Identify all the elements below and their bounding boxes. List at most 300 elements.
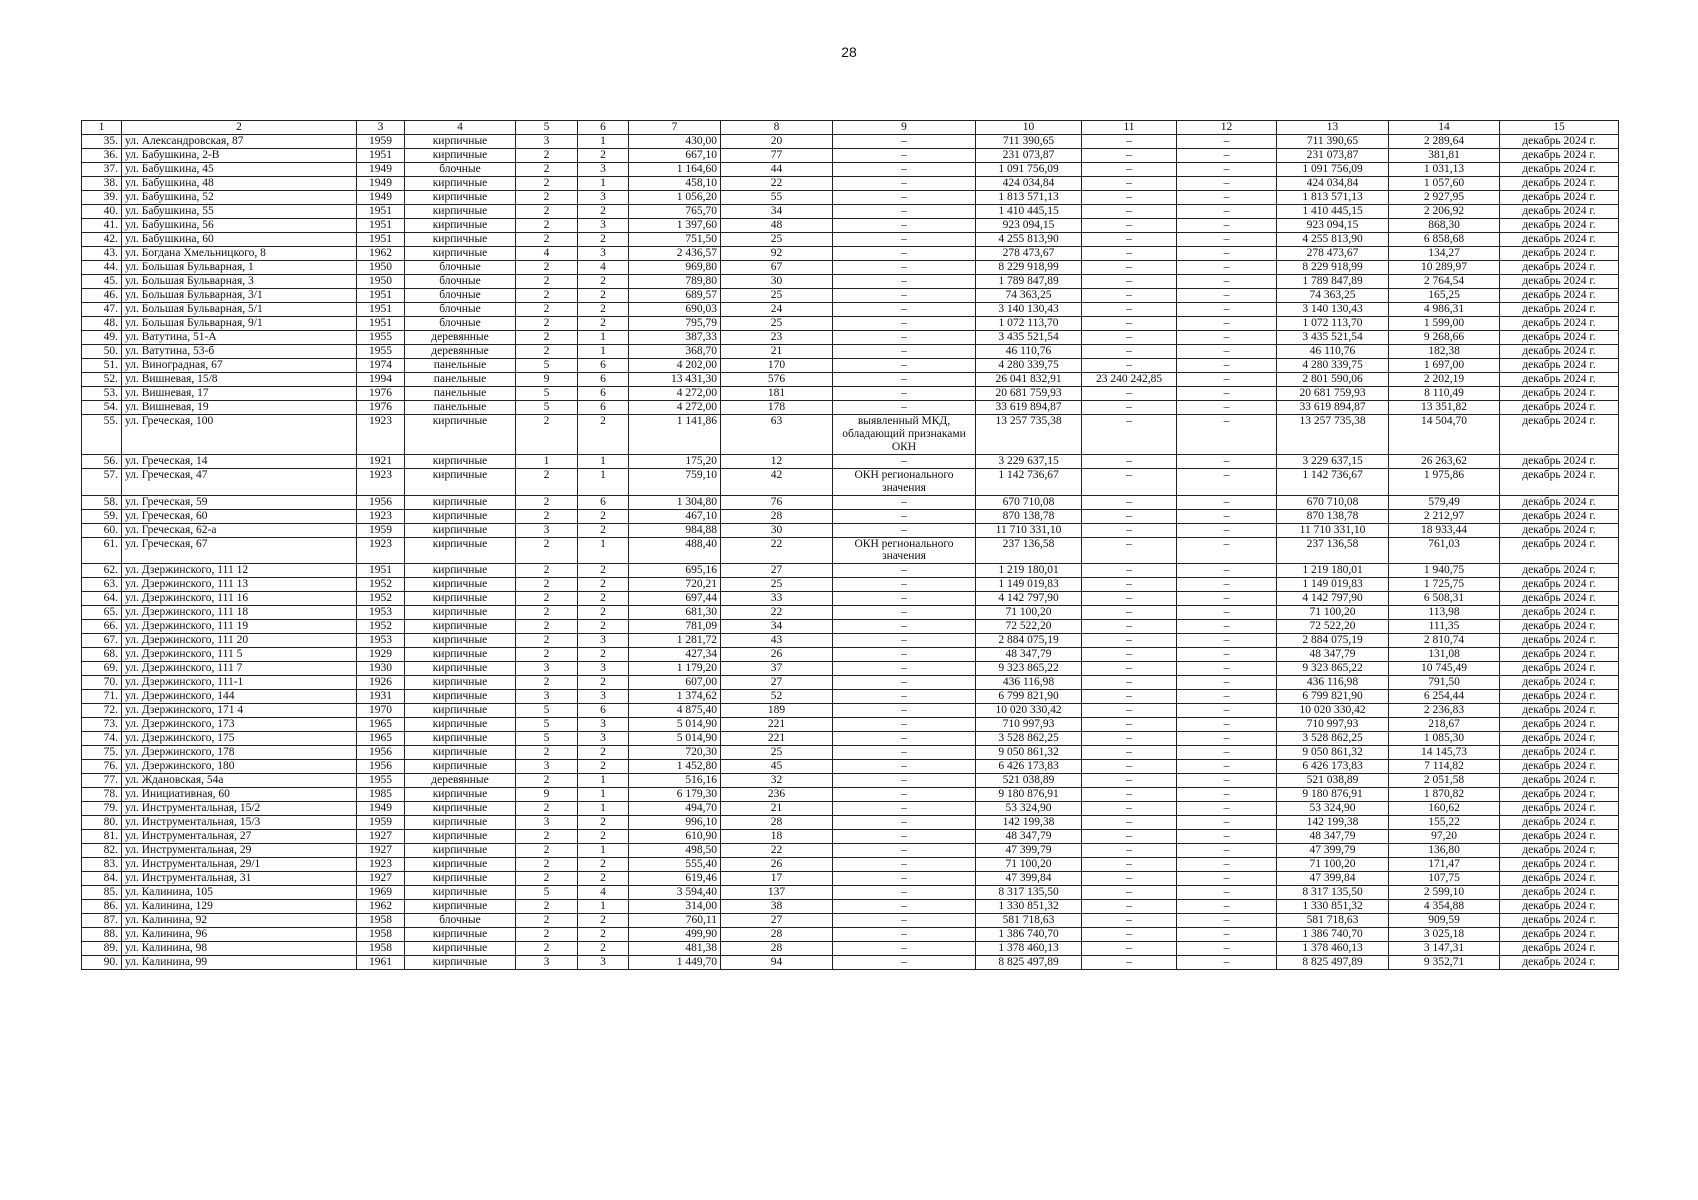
- cell-floors: 2: [516, 261, 578, 275]
- cell-address: ул. Дзержинского, 111 16: [122, 592, 357, 606]
- cell-fund-source-b: –: [1177, 830, 1277, 844]
- cell-fund-source-a: –: [1082, 454, 1177, 468]
- cell-status: –: [833, 704, 976, 718]
- cell-fund-source-a: –: [1082, 620, 1177, 634]
- cell-deadline: декабрь 2024 г.: [1500, 732, 1619, 746]
- cell-fund-source-b: –: [1177, 942, 1277, 956]
- cell-residents: 38: [721, 900, 833, 914]
- cell-floors: 2: [516, 163, 578, 177]
- cell-residents: 170: [721, 359, 833, 373]
- cell-cost-c: 8 229 918,99: [1277, 261, 1389, 275]
- cell-wall-material: кирпичные: [405, 177, 516, 191]
- cell-status: –: [833, 620, 976, 634]
- cell-area: 619,46: [629, 872, 721, 886]
- cell-fund-source-a: –: [1082, 732, 1177, 746]
- cell-status: –: [833, 648, 976, 662]
- cell-specific-cost: 160,62: [1389, 802, 1500, 816]
- column-number-1: 1: [82, 121, 122, 135]
- cell-no: 45.: [82, 275, 122, 289]
- cell-residents: 22: [721, 177, 833, 191]
- cell-address: ул. Инструментальная, 31: [122, 872, 357, 886]
- cell-address: ул. Бабушкина, 60: [122, 233, 357, 247]
- cell-year: 1951: [357, 303, 405, 317]
- cell-total-cost: 581 718,63: [976, 914, 1082, 928]
- cell-fund-source-b: –: [1177, 676, 1277, 690]
- cell-fund-source-b: –: [1177, 233, 1277, 247]
- cell-year: 1994: [357, 373, 405, 387]
- cell-residents: 20: [721, 135, 833, 149]
- cell-status: –: [833, 275, 976, 289]
- cell-address: ул. Греческая, 100: [122, 415, 357, 455]
- cell-status: выявленный МКД, обладающий признаками ОКН: [833, 415, 976, 455]
- cell-deadline: декабрь 2024 г.: [1500, 289, 1619, 303]
- cell-fund-source-a: –: [1082, 275, 1177, 289]
- cell-wall-material: кирпичные: [405, 956, 516, 970]
- cell-no: 75.: [82, 746, 122, 760]
- cell-address: ул. Греческая, 47: [122, 468, 357, 495]
- cell-total-cost: 47 399,84: [976, 872, 1082, 886]
- cell-year: 1921: [357, 454, 405, 468]
- cell-deadline: декабрь 2024 г.: [1500, 634, 1619, 648]
- cell-floors: 3: [516, 760, 578, 774]
- cell-specific-cost: 182,38: [1389, 345, 1500, 359]
- cell-year: 1923: [357, 537, 405, 564]
- cell-fund-source-a: –: [1082, 509, 1177, 523]
- cell-cost-c: 142 199,38: [1277, 816, 1389, 830]
- cell-fund-source-b: –: [1177, 914, 1277, 928]
- cell-entrances: 3: [578, 662, 629, 676]
- cell-wall-material: кирпичные: [405, 886, 516, 900]
- table-row: [82, 149, 1619, 163]
- cell-wall-material: кирпичные: [405, 219, 516, 233]
- table-row: [82, 774, 1619, 788]
- cell-deadline: декабрь 2024 г.: [1500, 844, 1619, 858]
- cell-year: 1951: [357, 149, 405, 163]
- cell-fund-source-a: –: [1082, 788, 1177, 802]
- cell-entrances: 3: [578, 732, 629, 746]
- cell-cost-c: 20 681 759,93: [1277, 387, 1389, 401]
- cell-fund-source-a: –: [1082, 247, 1177, 261]
- cell-residents: 43: [721, 634, 833, 648]
- cell-entrances: 6: [578, 373, 629, 387]
- table-row: [82, 760, 1619, 774]
- table-row: [82, 648, 1619, 662]
- cell-entrances: 2: [578, 942, 629, 956]
- cell-floors: 5: [516, 387, 578, 401]
- cell-cost-c: 1 378 460,13: [1277, 942, 1389, 956]
- cell-fund-source-a: –: [1082, 523, 1177, 537]
- cell-wall-material: панельные: [405, 373, 516, 387]
- cell-area: 720,21: [629, 578, 721, 592]
- table-row: [82, 634, 1619, 648]
- cell-cost-c: 9 180 876,91: [1277, 788, 1389, 802]
- cell-deadline: декабрь 2024 г.: [1500, 359, 1619, 373]
- cell-no: 48.: [82, 317, 122, 331]
- cell-area: 1 179,20: [629, 662, 721, 676]
- cell-floors: 2: [516, 592, 578, 606]
- cell-wall-material: кирпичные: [405, 564, 516, 578]
- cell-total-cost: 237 136,58: [976, 537, 1082, 564]
- cell-fund-source-b: –: [1177, 359, 1277, 373]
- table-row: [82, 345, 1619, 359]
- cell-fund-source-a: –: [1082, 331, 1177, 345]
- table-row: [82, 205, 1619, 219]
- cell-cost-c: 3 140 130,43: [1277, 303, 1389, 317]
- cell-residents: 55: [721, 191, 833, 205]
- cell-status: –: [833, 578, 976, 592]
- cell-status: –: [833, 858, 976, 872]
- cell-specific-cost: 1 975,86: [1389, 468, 1500, 495]
- cell-floors: 2: [516, 606, 578, 620]
- cell-year: 1949: [357, 163, 405, 177]
- cell-area: 1 449,70: [629, 956, 721, 970]
- cell-area: 720,30: [629, 746, 721, 760]
- cell-residents: 22: [721, 606, 833, 620]
- cell-entrances: 6: [578, 401, 629, 415]
- cell-status: –: [833, 205, 976, 219]
- cell-no: 69.: [82, 662, 122, 676]
- cell-cost-c: 71 100,20: [1277, 858, 1389, 872]
- cell-wall-material: кирпичные: [405, 704, 516, 718]
- cell-fund-source-a: –: [1082, 858, 1177, 872]
- table-row: [82, 261, 1619, 275]
- cell-cost-c: 3 229 637,15: [1277, 454, 1389, 468]
- cell-fund-source-a: –: [1082, 606, 1177, 620]
- cell-area: 6 179,30: [629, 788, 721, 802]
- cell-year: 1951: [357, 219, 405, 233]
- cell-wall-material: кирпичные: [405, 592, 516, 606]
- cell-cost-c: 3 435 521,54: [1277, 331, 1389, 345]
- column-number-12: 12: [1177, 121, 1277, 135]
- cell-no: 36.: [82, 149, 122, 163]
- cell-residents: 45: [721, 760, 833, 774]
- cell-address: ул. Дзержинского, 111 7: [122, 662, 357, 676]
- cell-year: 1949: [357, 177, 405, 191]
- cell-cost-c: 3 528 862,25: [1277, 732, 1389, 746]
- cell-deadline: декабрь 2024 г.: [1500, 401, 1619, 415]
- cell-wall-material: панельные: [405, 359, 516, 373]
- cell-total-cost: 870 138,78: [976, 509, 1082, 523]
- cell-total-cost: 1 142 736,67: [976, 468, 1082, 495]
- cell-area: 1 141,86: [629, 415, 721, 455]
- cell-area: 969,80: [629, 261, 721, 275]
- column-number-13: 13: [1277, 121, 1389, 135]
- cell-entrances: 3: [578, 219, 629, 233]
- cell-fund-source-a: –: [1082, 760, 1177, 774]
- cell-total-cost: 278 473,67: [976, 247, 1082, 261]
- cell-floors: 5: [516, 704, 578, 718]
- registry-table: [81, 120, 1619, 970]
- cell-status: –: [833, 401, 976, 415]
- cell-fund-source-b: –: [1177, 704, 1277, 718]
- cell-floors: 2: [516, 676, 578, 690]
- cell-wall-material: кирпичные: [405, 191, 516, 205]
- cell-fund-source-b: –: [1177, 844, 1277, 858]
- cell-address: ул. Греческая, 60: [122, 509, 357, 523]
- cell-status: –: [833, 345, 976, 359]
- cell-fund-source-a: –: [1082, 830, 1177, 844]
- table-row: [82, 509, 1619, 523]
- cell-no: 54.: [82, 401, 122, 415]
- cell-entrances: 2: [578, 564, 629, 578]
- cell-entrances: 2: [578, 509, 629, 523]
- cell-floors: 2: [516, 620, 578, 634]
- cell-cost-c: 10 020 330,42: [1277, 704, 1389, 718]
- cell-area: 499,90: [629, 928, 721, 942]
- cell-specific-cost: 791,50: [1389, 676, 1500, 690]
- cell-address: ул. Большая Бульварная, 1: [122, 261, 357, 275]
- cell-address: ул. Инструментальная, 15/3: [122, 816, 357, 830]
- cell-floors: 2: [516, 275, 578, 289]
- cell-status: –: [833, 359, 976, 373]
- cell-floors: 2: [516, 564, 578, 578]
- cell-total-cost: 710 997,93: [976, 718, 1082, 732]
- table-row: [82, 900, 1619, 914]
- cell-entrances: 2: [578, 523, 629, 537]
- cell-total-cost: 20 681 759,93: [976, 387, 1082, 401]
- cell-wall-material: кирпичные: [405, 523, 516, 537]
- column-number-4: 4: [405, 121, 516, 135]
- cell-status: –: [833, 718, 976, 732]
- cell-address: ул. Калинина, 96: [122, 928, 357, 942]
- cell-fund-source-b: –: [1177, 345, 1277, 359]
- cell-total-cost: 711 390,65: [976, 135, 1082, 149]
- cell-floors: 2: [516, 802, 578, 816]
- cell-floors: 2: [516, 942, 578, 956]
- cell-cost-c: 4 142 797,90: [1277, 592, 1389, 606]
- cell-cost-c: 53 324,90: [1277, 802, 1389, 816]
- cell-no: 53.: [82, 387, 122, 401]
- cell-fund-source-b: –: [1177, 387, 1277, 401]
- cell-specific-cost: 2 051,58: [1389, 774, 1500, 788]
- cell-residents: 236: [721, 788, 833, 802]
- cell-address: ул. Дзержинского, 144: [122, 690, 357, 704]
- table-row: [82, 704, 1619, 718]
- cell-total-cost: 10 020 330,42: [976, 704, 1082, 718]
- cell-entrances: 2: [578, 275, 629, 289]
- cell-residents: 17: [721, 872, 833, 886]
- table-row: [82, 373, 1619, 387]
- cell-cost-c: 1 410 445,15: [1277, 205, 1389, 219]
- cell-wall-material: кирпичные: [405, 247, 516, 261]
- cell-fund-source-a: –: [1082, 401, 1177, 415]
- cell-residents: 67: [721, 261, 833, 275]
- table-row: [82, 359, 1619, 373]
- cell-specific-cost: 9 352,71: [1389, 956, 1500, 970]
- cell-year: 1955: [357, 774, 405, 788]
- cell-area: 4 875,40: [629, 704, 721, 718]
- cell-cost-c: 870 138,78: [1277, 509, 1389, 523]
- cell-cost-c: 1 149 019,83: [1277, 578, 1389, 592]
- cell-total-cost: 2 884 075,19: [976, 634, 1082, 648]
- cell-no: 86.: [82, 900, 122, 914]
- cell-status: –: [833, 135, 976, 149]
- cell-residents: 26: [721, 648, 833, 662]
- cell-no: 70.: [82, 676, 122, 690]
- cell-total-cost: 1 072 113,70: [976, 317, 1082, 331]
- cell-fund-source-b: –: [1177, 816, 1277, 830]
- cell-total-cost: 3 140 130,43: [976, 303, 1082, 317]
- table-row: [82, 732, 1619, 746]
- cell-address: ул. Вишневая, 15/8: [122, 373, 357, 387]
- cell-wall-material: блочные: [405, 317, 516, 331]
- cell-floors: 2: [516, 149, 578, 163]
- cell-deadline: декабрь 2024 г.: [1500, 704, 1619, 718]
- cell-specific-cost: 26 263,62: [1389, 454, 1500, 468]
- cell-fund-source-b: –: [1177, 149, 1277, 163]
- cell-fund-source-a: –: [1082, 872, 1177, 886]
- cell-residents: 181: [721, 387, 833, 401]
- cell-no: 47.: [82, 303, 122, 317]
- cell-year: 1953: [357, 606, 405, 620]
- cell-deadline: декабрь 2024 г.: [1500, 495, 1619, 509]
- cell-no: 82.: [82, 844, 122, 858]
- table-row: [82, 191, 1619, 205]
- cell-wall-material: кирпичные: [405, 233, 516, 247]
- cell-wall-material: деревянные: [405, 774, 516, 788]
- cell-total-cost: 3 435 521,54: [976, 331, 1082, 345]
- cell-specific-cost: 2 764,54: [1389, 275, 1500, 289]
- cell-status: –: [833, 788, 976, 802]
- cell-address: ул. Дзержинского, 111 12: [122, 564, 357, 578]
- cell-specific-cost: 2 289,64: [1389, 135, 1500, 149]
- cell-total-cost: 1 813 571,13: [976, 191, 1082, 205]
- page-number: 28: [841, 44, 857, 60]
- cell-status: –: [833, 191, 976, 205]
- cell-year: 1923: [357, 509, 405, 523]
- cell-cost-c: 74 363,25: [1277, 289, 1389, 303]
- cell-deadline: декабрь 2024 г.: [1500, 830, 1619, 844]
- cell-deadline: декабрь 2024 г.: [1500, 858, 1619, 872]
- cell-entrances: 1: [578, 844, 629, 858]
- cell-entrances: 1: [578, 468, 629, 495]
- cell-fund-source-a: –: [1082, 662, 1177, 676]
- cell-residents: 28: [721, 509, 833, 523]
- cell-residents: 25: [721, 317, 833, 331]
- cell-address: ул. Греческая, 14: [122, 454, 357, 468]
- cell-cost-c: 237 136,58: [1277, 537, 1389, 564]
- cell-residents: 92: [721, 247, 833, 261]
- cell-fund-source-a: –: [1082, 205, 1177, 219]
- cell-entrances: 2: [578, 303, 629, 317]
- cell-total-cost: 33 619 894,87: [976, 401, 1082, 415]
- cell-floors: 2: [516, 331, 578, 345]
- cell-fund-source-b: –: [1177, 163, 1277, 177]
- cell-year: 1959: [357, 135, 405, 149]
- cell-specific-cost: 113,98: [1389, 606, 1500, 620]
- cell-wall-material: кирпичные: [405, 802, 516, 816]
- cell-year: 1952: [357, 592, 405, 606]
- cell-cost-c: 9 050 861,32: [1277, 746, 1389, 760]
- cell-wall-material: кирпичные: [405, 928, 516, 942]
- cell-fund-source-b: –: [1177, 788, 1277, 802]
- cell-address: ул. Бабушкина, 48: [122, 177, 357, 191]
- cell-fund-source-b: –: [1177, 219, 1277, 233]
- cell-total-cost: 74 363,25: [976, 289, 1082, 303]
- cell-residents: 77: [721, 149, 833, 163]
- cell-deadline: декабрь 2024 г.: [1500, 537, 1619, 564]
- cell-deadline: декабрь 2024 г.: [1500, 523, 1619, 537]
- cell-total-cost: 521 038,89: [976, 774, 1082, 788]
- cell-floors: 3: [516, 690, 578, 704]
- cell-no: 63.: [82, 578, 122, 592]
- cell-area: 4 202,00: [629, 359, 721, 373]
- cell-floors: 2: [516, 900, 578, 914]
- cell-status: –: [833, 732, 976, 746]
- cell-fund-source-a: –: [1082, 900, 1177, 914]
- cell-deadline: декабрь 2024 г.: [1500, 606, 1619, 620]
- cell-fund-source-b: –: [1177, 401, 1277, 415]
- cell-wall-material: кирпичные: [405, 578, 516, 592]
- cell-specific-cost: 579,49: [1389, 495, 1500, 509]
- cell-area: 2 436,57: [629, 247, 721, 261]
- cell-fund-source-a: –: [1082, 163, 1177, 177]
- table-row: [82, 495, 1619, 509]
- cell-area: 1 056,20: [629, 191, 721, 205]
- cell-fund-source-b: –: [1177, 606, 1277, 620]
- cell-year: 1951: [357, 289, 405, 303]
- cell-year: 1958: [357, 914, 405, 928]
- cell-deadline: декабрь 2024 г.: [1500, 788, 1619, 802]
- cell-area: 494,70: [629, 802, 721, 816]
- cell-deadline: декабрь 2024 г.: [1500, 191, 1619, 205]
- cell-entrances: 3: [578, 956, 629, 970]
- cell-cost-c: 47 399,79: [1277, 844, 1389, 858]
- column-number-6: 6: [578, 121, 629, 135]
- cell-residents: 28: [721, 816, 833, 830]
- cell-area: 3 594,40: [629, 886, 721, 900]
- cell-year: 1929: [357, 648, 405, 662]
- cell-status: –: [833, 261, 976, 275]
- cell-area: 1 281,72: [629, 634, 721, 648]
- column-number-9: 9: [833, 121, 976, 135]
- cell-total-cost: 3 229 637,15: [976, 454, 1082, 468]
- cell-status: –: [833, 564, 976, 578]
- cell-fund-source-a: –: [1082, 415, 1177, 455]
- cell-wall-material: кирпичные: [405, 205, 516, 219]
- cell-entrances: 2: [578, 830, 629, 844]
- cell-residents: 23: [721, 331, 833, 345]
- cell-cost-c: 4 280 339,75: [1277, 359, 1389, 373]
- cell-cost-c: 46 110,76: [1277, 345, 1389, 359]
- table-row: [82, 303, 1619, 317]
- cell-floors: 3: [516, 523, 578, 537]
- cell-year: 1985: [357, 788, 405, 802]
- cell-status: –: [833, 331, 976, 345]
- cell-deadline: декабрь 2024 г.: [1500, 760, 1619, 774]
- cell-status: –: [833, 289, 976, 303]
- table-row: [82, 578, 1619, 592]
- cell-specific-cost: 2 810,74: [1389, 634, 1500, 648]
- table-row: [82, 468, 1619, 495]
- cell-area: 488,40: [629, 537, 721, 564]
- cell-cost-c: 581 718,63: [1277, 914, 1389, 928]
- cell-no: 84.: [82, 872, 122, 886]
- cell-wall-material: блочные: [405, 163, 516, 177]
- cell-address: ул. Богдана Хмельницкого, 8: [122, 247, 357, 261]
- cell-status: ОКН регионального значения: [833, 537, 976, 564]
- cell-address: ул. Бабушкина, 45: [122, 163, 357, 177]
- cell-specific-cost: 18 933,44: [1389, 523, 1500, 537]
- table-row: [82, 788, 1619, 802]
- cell-no: 58.: [82, 495, 122, 509]
- cell-no: 49.: [82, 331, 122, 345]
- cell-no: 87.: [82, 914, 122, 928]
- cell-entrances: 2: [578, 415, 629, 455]
- cell-specific-cost: 10 745,49: [1389, 662, 1500, 676]
- cell-fund-source-a: –: [1082, 816, 1177, 830]
- cell-area: 1 397,60: [629, 219, 721, 233]
